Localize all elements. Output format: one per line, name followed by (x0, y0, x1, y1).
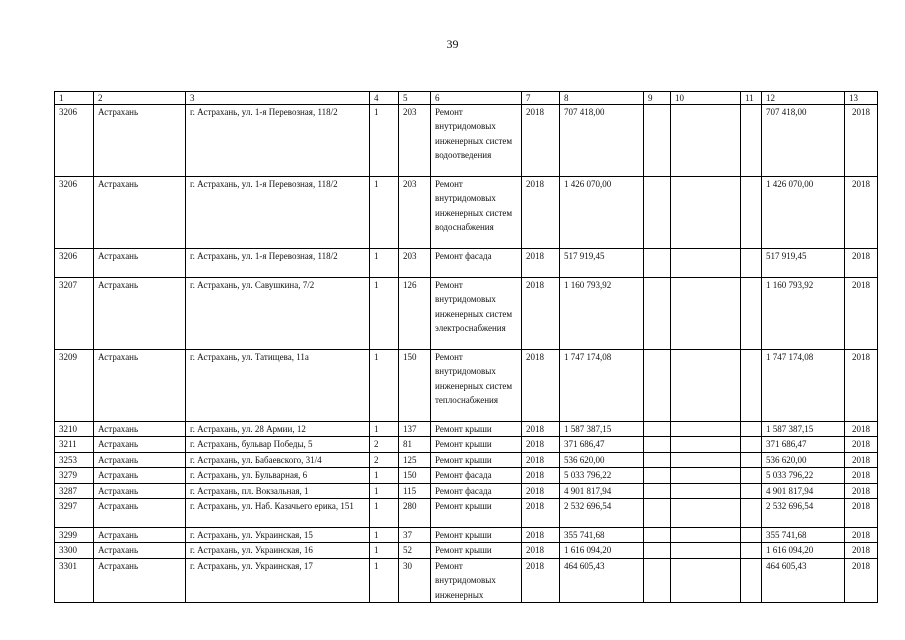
column-number-cell: 12 (762, 92, 845, 105)
cost-cell: 517 919,45 (560, 249, 644, 278)
municipality-cell: Астрахань (94, 422, 186, 437)
column-number-cell: 2 (94, 92, 186, 105)
total-cost-cell: 5 033 796,22 (762, 468, 845, 483)
col11-cell (741, 278, 762, 350)
municipality-cell: Астрахань (94, 558, 186, 602)
year-cell: 2018 (522, 528, 560, 543)
address-cell: г. Астрахань, ул. Украинская, 16 (186, 543, 370, 558)
count-cell: 1 (370, 483, 399, 498)
completion-year-cell: 2018 (845, 543, 878, 558)
year-cell: 2018 (522, 422, 560, 437)
table-row (55, 468, 878, 483)
object-id-cell: 3301 (55, 558, 94, 602)
area-cell: 203 (399, 249, 431, 278)
col11-cell (741, 350, 762, 422)
table-row (55, 483, 878, 498)
count-cell: 1 (370, 499, 399, 528)
completion-year-cell: 2018 (845, 558, 878, 602)
table-row (55, 350, 878, 422)
address-cell: г. Астрахань, ул. 1-я Перевозная, 118/2 (186, 177, 370, 249)
work-type-cell: Ремонт фасада (431, 483, 522, 498)
cost-cell: 1 426 070,00 (560, 177, 644, 249)
work-type-cell: Ремонт крыши (431, 437, 522, 452)
col10-cell (671, 437, 741, 452)
col9-cell (644, 528, 671, 543)
total-cost-cell: 1 747 174,08 (762, 350, 845, 422)
work-type-cell: Ремонт крыши (431, 422, 522, 437)
completion-year-cell: 2018 (845, 422, 878, 437)
municipality-cell: Астрахань (94, 483, 186, 498)
address-cell: г. Астрахань, ул. Украинская, 17 (186, 558, 370, 602)
column-number-cell: 1 (55, 92, 94, 105)
cost-cell: 1 747 174,08 (560, 350, 644, 422)
work-type-cell: Ремонт внутридомовых инженерных систем электроснабжения (431, 278, 522, 350)
area-cell: 203 (399, 105, 431, 177)
address-cell: г. Астрахань, ул. 28 Армии, 12 (186, 422, 370, 437)
total-cost-cell: 536 620,00 (762, 452, 845, 467)
col10-cell (671, 499, 741, 528)
address-cell: г. Астрахань, ул. 1-я Перевозная, 118/2 (186, 249, 370, 278)
table-row (55, 177, 878, 249)
object-id-cell: 3206 (55, 105, 94, 177)
address-cell: г. Астрахань, ул. 1-я Перевозная, 118/2 (186, 105, 370, 177)
work-type-cell: Ремонт внутридомовых инженерных (431, 558, 522, 602)
cost-cell: 371 686,47 (560, 437, 644, 452)
completion-year-cell: 2018 (845, 350, 878, 422)
completion-year-cell: 2018 (845, 499, 878, 528)
table-row (55, 499, 878, 528)
total-cost-cell: 707 418,00 (762, 105, 845, 177)
column-number-cell: 5 (399, 92, 431, 105)
object-id-cell: 3297 (55, 499, 94, 528)
address-cell: г. Астрахань, ул. Савушкина, 7/2 (186, 278, 370, 350)
address-cell: г. Астрахань, ул. Бульварная, 6 (186, 468, 370, 483)
col11-cell (741, 437, 762, 452)
count-cell: 1 (370, 558, 399, 602)
count-cell: 1 (370, 543, 399, 558)
total-cost-cell: 1 616 094,20 (762, 543, 845, 558)
col9-cell (644, 468, 671, 483)
count-cell: 2 (370, 452, 399, 467)
municipality-cell: Астрахань (94, 249, 186, 278)
work-type-cell: Ремонт внутридомовых инженерных систем теплоснабжения (431, 350, 522, 422)
work-type-cell: Ремонт фасада (431, 249, 522, 278)
col11-cell (741, 468, 762, 483)
column-number-cell: 6 (431, 92, 522, 105)
area-cell: 52 (399, 543, 431, 558)
total-cost-cell: 371 686,47 (762, 437, 845, 452)
cost-cell: 4 901 817,94 (560, 483, 644, 498)
col11-cell (741, 452, 762, 467)
col9-cell (644, 452, 671, 467)
total-cost-cell: 355 741,68 (762, 528, 845, 543)
completion-year-cell: 2018 (845, 177, 878, 249)
col9-cell (644, 543, 671, 558)
municipality-cell: Астрахань (94, 452, 186, 467)
address-cell: г. Астрахань, ул. Татищева, 11а (186, 350, 370, 422)
completion-year-cell: 2018 (845, 437, 878, 452)
col10-cell (671, 468, 741, 483)
col9-cell (644, 249, 671, 278)
address-cell: г. Астрахань, пл. Вокзальная, 1 (186, 483, 370, 498)
area-cell: 150 (399, 350, 431, 422)
object-id-cell: 3211 (55, 437, 94, 452)
col10-cell (671, 278, 741, 350)
table-row (55, 105, 878, 177)
total-cost-cell: 2 532 696,54 (762, 499, 845, 528)
municipality-cell: Астрахань (94, 499, 186, 528)
col11-cell (741, 528, 762, 543)
work-type-cell: Ремонт внутридомовых инженерных систем водоотведения (431, 105, 522, 177)
work-type-cell: Ремонт крыши (431, 543, 522, 558)
completion-year-cell: 2018 (845, 278, 878, 350)
year-cell: 2018 (522, 437, 560, 452)
total-cost-cell: 517 919,45 (762, 249, 845, 278)
total-cost-cell: 1 426 070,00 (762, 177, 845, 249)
year-cell: 2018 (522, 278, 560, 350)
works-table (54, 91, 878, 603)
count-cell: 1 (370, 278, 399, 350)
column-number-cell: 4 (370, 92, 399, 105)
area-cell: 81 (399, 437, 431, 452)
table-row (55, 278, 878, 350)
column-number-cell: 13 (845, 92, 878, 105)
address-cell: г. Астрахань, бульвар Победы, 5 (186, 437, 370, 452)
col9-cell (644, 499, 671, 528)
cost-cell: 536 620,00 (560, 452, 644, 467)
table-row (55, 543, 878, 558)
col9-cell (644, 437, 671, 452)
col10-cell (671, 483, 741, 498)
cost-cell: 2 532 696,54 (560, 499, 644, 528)
address-cell: г. Астрахань, ул. Украинская, 15 (186, 528, 370, 543)
col11-cell (741, 249, 762, 278)
year-cell: 2018 (522, 105, 560, 177)
year-cell: 2018 (522, 468, 560, 483)
col10-cell (671, 350, 741, 422)
completion-year-cell: 2018 (845, 249, 878, 278)
column-number-cell: 8 (560, 92, 644, 105)
object-id-cell: 3287 (55, 483, 94, 498)
table-row (55, 558, 878, 602)
municipality-cell: Астрахань (94, 528, 186, 543)
col11-cell (741, 105, 762, 177)
col10-cell (671, 558, 741, 602)
table-row (55, 452, 878, 467)
area-cell: 150 (399, 468, 431, 483)
work-type-cell: Ремонт крыши (431, 528, 522, 543)
col11-cell (741, 177, 762, 249)
col10-cell (671, 249, 741, 278)
object-id-cell: 3209 (55, 350, 94, 422)
object-id-cell: 3299 (55, 528, 94, 543)
count-cell: 1 (370, 249, 399, 278)
count-cell: 1 (370, 528, 399, 543)
total-cost-cell: 464 605,43 (762, 558, 845, 602)
area-cell: 280 (399, 499, 431, 528)
object-id-cell: 3253 (55, 452, 94, 467)
col10-cell (671, 543, 741, 558)
year-cell: 2018 (522, 558, 560, 602)
column-number-cell: 11 (741, 92, 762, 105)
col10-cell (671, 452, 741, 467)
cost-cell: 1 160 793,92 (560, 278, 644, 350)
work-type-cell: Ремонт внутридомовых инженерных систем водоснабжения (431, 177, 522, 249)
year-cell: 2018 (522, 483, 560, 498)
total-cost-cell: 1 587 387,15 (762, 422, 845, 437)
area-cell: 125 (399, 452, 431, 467)
col11-cell (741, 422, 762, 437)
area-cell: 37 (399, 528, 431, 543)
work-type-cell: Ремонт крыши (431, 499, 522, 528)
col11-cell (741, 558, 762, 602)
count-cell: 1 (370, 350, 399, 422)
table-row (55, 422, 878, 437)
work-type-cell: Ремонт фасада (431, 468, 522, 483)
col9-cell (644, 350, 671, 422)
cost-cell: 5 033 796,22 (560, 468, 644, 483)
area-cell: 126 (399, 278, 431, 350)
municipality-cell: Астрахань (94, 437, 186, 452)
year-cell: 2018 (522, 350, 560, 422)
column-number-cell: 9 (644, 92, 671, 105)
total-cost-cell: 1 160 793,92 (762, 278, 845, 350)
page-number: 39 (446, 37, 459, 51)
municipality-cell: Астрахань (94, 105, 186, 177)
col9-cell (644, 105, 671, 177)
completion-year-cell: 2018 (845, 452, 878, 467)
municipality-cell: Астрахань (94, 468, 186, 483)
area-cell: 30 (399, 558, 431, 602)
area-cell: 137 (399, 422, 431, 437)
col11-cell (741, 483, 762, 498)
count-cell: 1 (370, 105, 399, 177)
col9-cell (644, 558, 671, 602)
column-number-row (55, 92, 878, 105)
col9-cell (644, 177, 671, 249)
year-cell: 2018 (522, 499, 560, 528)
object-id-cell: 3210 (55, 422, 94, 437)
cost-cell: 1 616 094,20 (560, 543, 644, 558)
count-cell: 1 (370, 422, 399, 437)
col10-cell (671, 528, 741, 543)
year-cell: 2018 (522, 249, 560, 278)
col10-cell (671, 422, 741, 437)
col9-cell (644, 422, 671, 437)
object-id-cell: 3206 (55, 249, 94, 278)
object-id-cell: 3279 (55, 468, 94, 483)
cost-cell: 355 741,68 (560, 528, 644, 543)
municipality-cell: Астрахань (94, 177, 186, 249)
table-row (55, 249, 878, 278)
municipality-cell: Астрахань (94, 278, 186, 350)
completion-year-cell: 2018 (845, 483, 878, 498)
cost-cell: 707 418,00 (560, 105, 644, 177)
column-number-cell: 10 (671, 92, 741, 105)
count-cell: 1 (370, 177, 399, 249)
table-row (55, 528, 878, 543)
object-id-cell: 3206 (55, 177, 94, 249)
completion-year-cell: 2018 (845, 528, 878, 543)
object-id-cell: 3300 (55, 543, 94, 558)
cost-cell: 464 605,43 (560, 558, 644, 602)
year-cell: 2018 (522, 452, 560, 467)
count-cell: 1 (370, 468, 399, 483)
col11-cell (741, 543, 762, 558)
area-cell: 203 (399, 177, 431, 249)
object-id-cell: 3207 (55, 278, 94, 350)
cost-cell: 1 587 387,15 (560, 422, 644, 437)
col11-cell (741, 499, 762, 528)
completion-year-cell: 2018 (845, 468, 878, 483)
year-cell: 2018 (522, 543, 560, 558)
column-number-cell: 7 (522, 92, 560, 105)
municipality-cell: Астрахань (94, 543, 186, 558)
total-cost-cell: 4 901 817,94 (762, 483, 845, 498)
col10-cell (671, 105, 741, 177)
year-cell: 2018 (522, 177, 560, 249)
count-cell: 2 (370, 437, 399, 452)
col9-cell (644, 483, 671, 498)
col10-cell (671, 177, 741, 249)
area-cell: 115 (399, 483, 431, 498)
address-cell: г. Астрахань, ул. Наб. Казачьего ерика, 151 (186, 499, 370, 528)
col9-cell (644, 278, 671, 350)
municipality-cell: Астрахань (94, 350, 186, 422)
column-number-cell: 3 (186, 92, 370, 105)
completion-year-cell: 2018 (845, 105, 878, 177)
table-row (55, 437, 878, 452)
address-cell: г. Астрахань, ул. Бабаевского, 31/4 (186, 452, 370, 467)
work-type-cell: Ремонт крыши (431, 452, 522, 467)
